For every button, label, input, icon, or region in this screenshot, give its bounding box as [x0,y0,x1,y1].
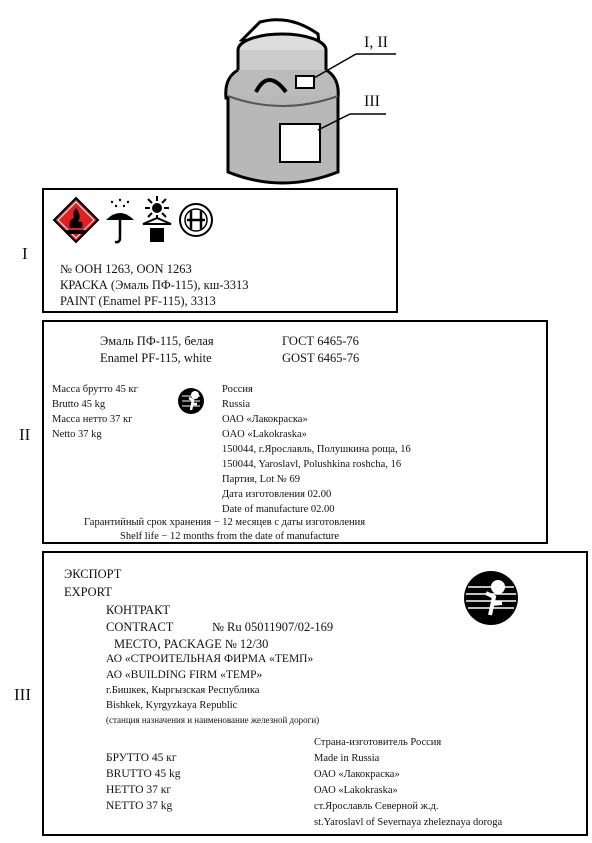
manufacturer-line: ОАО «Лакокраска» [222,414,308,425]
label-panel-2 [42,320,548,544]
un-number-text: № ООН 1263, OON 1263 [60,262,192,276]
weight-line: НЕТТО 37 кг [106,784,172,796]
label-panel-3 [42,551,588,836]
manufacturer-line: Дата изготовления 02.00 [222,489,332,500]
label-panel-1 [42,188,398,313]
shelf-life-ru: Гарантийный срок хранения − 12 месяцев с даты изготовления [84,517,366,528]
weight-line: БРУТТО 45 кг [106,752,177,764]
gost-en: GOST 6465-76 [282,351,360,365]
origin-line: ОАО «Лакокраска» [314,769,400,780]
manufacturer-line: Партия, Lot № 69 [222,474,300,485]
certification-mark-icon [178,202,214,238]
contract-ru: КОНТРАКТ [106,603,171,617]
manufacturer-line: Россия [222,384,253,395]
roman-numeral-2: II [19,425,31,444]
weight-line: BRUTTO 45 kg [106,768,181,780]
company-logo-icon [462,569,520,627]
keep-dry-umbrella-icon [104,198,136,244]
roman-numeral-1: I [22,244,28,263]
weight-line: Brutto 45 kg [52,399,106,410]
callout-label-1-2: I, II [364,34,388,51]
paint-name-ru: КРАСКА (Эмаль ПФ-115), кш-3313 [60,278,249,292]
manufacturer-line: Russia [222,399,251,410]
manufacturer-line: OAO «Lakokraska» [222,429,307,440]
weight-line: Масса нетто 37 кг [52,414,133,425]
export-ru: ЭКСПОРТ [64,567,122,581]
weight-line: Netto 37 kg [52,429,102,440]
protect-from-sun-icon [140,194,174,244]
paint-name-en: PAINT (Enamel PF-115), 3313 [60,294,216,308]
manufacturer-line: 150044, Yaroslavl, Polushkina roshcha, 16 [222,459,402,470]
contract-en: CONTRACT [106,620,174,634]
origin-line: Made in Russia [314,753,380,764]
manufacturer-line: 150044, г.Ярославль, Полушкина роща, 16 [222,444,411,455]
manufacturer-line: Date of manufacture 02.00 [222,504,335,515]
callout-label-3: III [364,93,380,110]
flammable-diamond-icon [52,196,100,244]
origin-line: st.Yaroslavl of Severnaya zheleznaya doroga [314,817,503,828]
manufacturer-logo-icon [176,386,206,416]
paint-can-drawing [220,12,460,190]
origin-line: ОАО «Lakokraska» [314,785,398,796]
package-number: МЕСТО, PACKAGE № 12/30 [114,637,269,651]
destination-city-ru: г.Бишкек, Кыргызская Республика [106,685,260,696]
shelf-life-en: Shelf life − 12 months from the date of manufacture [120,531,340,542]
destination-city-en: Bishkek, Kyrgyzkaya Republic [106,700,238,711]
export-en: EXPORT [64,585,112,599]
origin-line: ст.Ярославль Северной ж.д. [314,801,439,812]
product-name-en: Enamel PF-115, white [100,351,212,365]
origin-line: Страна-изготовитель Россия [314,737,442,748]
roman-numeral-3: III [14,685,31,704]
consignee-ru: АО «СТРОИТЕЛЬНАЯ ФИРМА «ТЕМП» [106,653,314,665]
gost-ru: ГОСТ 6465-76 [282,334,359,348]
consignee-en: АО «BUILDING FIRM «TEMP» [106,669,263,681]
product-name-ru: Эмаль ПФ-115, белая [100,334,214,348]
contract-number: № Ru 05011907/02-169 [212,620,334,634]
weight-line: Масса брутто 45 кг [52,384,138,395]
weight-line: NETTO 37 kg [106,800,173,812]
station-note: (станция назначения и наименование железной дороги) [106,715,320,725]
